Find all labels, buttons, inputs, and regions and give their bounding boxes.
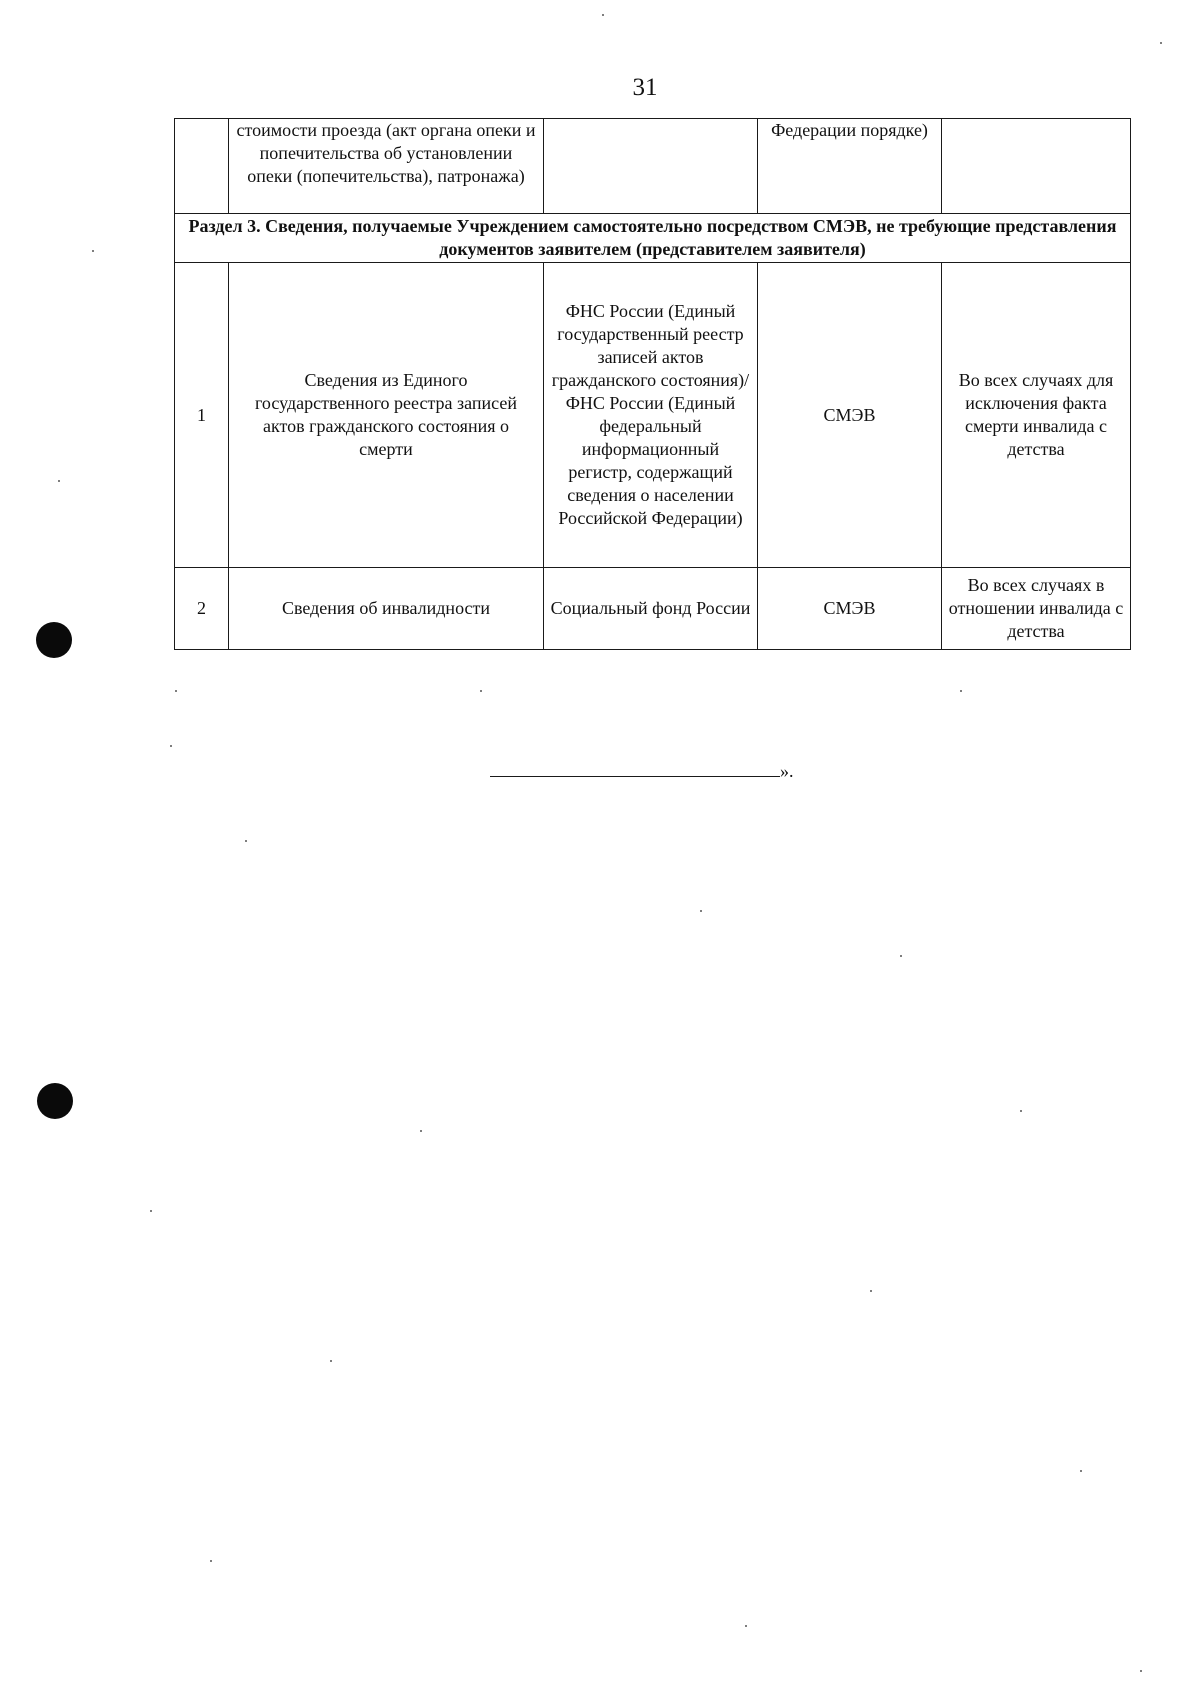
punch-hole-top xyxy=(36,622,72,658)
document-table xyxy=(174,118,1131,650)
table-row xyxy=(175,263,1131,568)
underline xyxy=(490,758,780,777)
cell-source xyxy=(544,119,758,214)
cell-number xyxy=(175,119,229,214)
cell-method: Федерации порядке) xyxy=(758,119,942,214)
cell-method: СМЭВ xyxy=(758,568,942,650)
punch-hole-bottom xyxy=(37,1083,73,1119)
cell-number: 1 xyxy=(175,263,229,568)
section-header-row xyxy=(175,214,1131,263)
cell-condition: Во всех случаях в отношении инвалида с детства xyxy=(942,568,1131,650)
cell-condition: Во всех случаях для исключения факта смерти инвалида с детства xyxy=(942,263,1131,568)
cell-method: СМЭВ xyxy=(758,263,942,568)
cell-document-name: стоимости проезда (акт органа опеки и попечительства об установлении опеки (попечительства), патронажа) xyxy=(229,119,544,214)
page-number: 31 xyxy=(632,74,658,101)
table-row-continuation xyxy=(175,119,1131,214)
cell-source: ФНС России (Единый государственный реестр записей актов гражданского состояния)/ФНС России (Единый федеральный информационный регистр, содержащий сведения о населении Российской Федерации) xyxy=(544,263,758,568)
cell-condition xyxy=(942,119,1131,214)
cell-number: 2 xyxy=(175,568,229,650)
closing-signature-line xyxy=(490,758,794,782)
table-row xyxy=(175,568,1131,650)
cell-source: Социальный фонд России xyxy=(544,568,758,650)
closing-quote-mark: ». xyxy=(780,761,794,781)
section-header: Раздел 3. Сведения, получаемые Учреждением самостоятельно посредством СМЭВ, не требующие представления документов заявителем (представителем заявителя) xyxy=(175,214,1131,263)
cell-document-name: Сведения об инвалидности xyxy=(229,568,544,650)
cell-document-name: Сведения из Единого государственного реестра записей актов гражданского состояния о смерти xyxy=(229,263,544,568)
